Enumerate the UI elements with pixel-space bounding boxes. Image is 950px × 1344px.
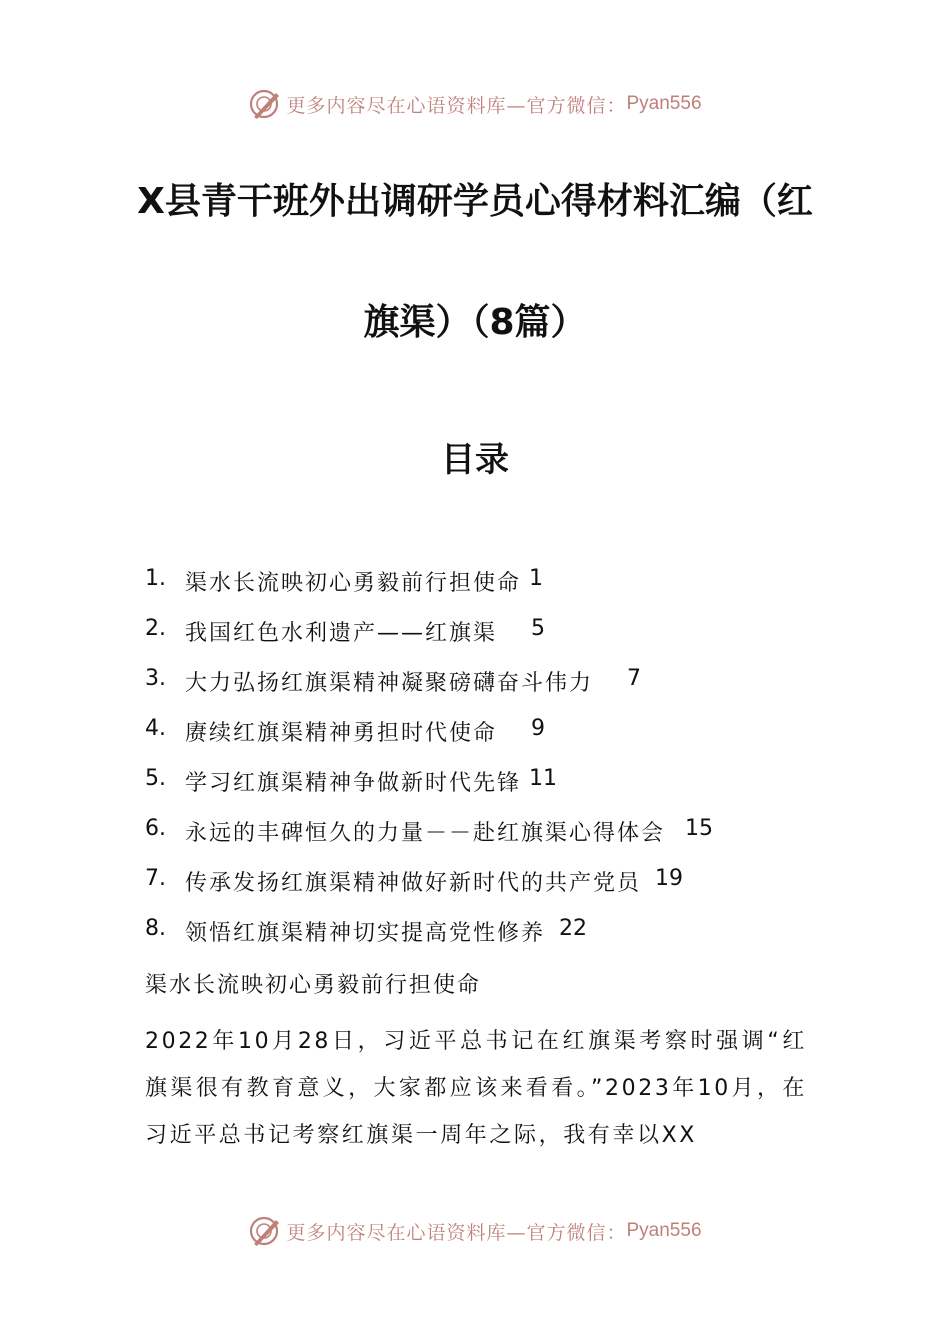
toc-item[interactable] (145, 816, 825, 866)
toc-item-title: 学习红旗渠精神争做新时代先锋 (185, 771, 522, 796)
toc-item[interactable] (145, 666, 825, 716)
toc-item-title: 传承发扬红旗渠精神做好新时代的共产党员 (185, 871, 642, 896)
pen-logo-icon (248, 87, 282, 121)
section-heading: 渠水长流映初心勇毅前行担使命 (145, 973, 482, 998)
toc-item[interactable] (145, 766, 825, 816)
document-title-line2: 旗渠）（8篇） (363, 302, 587, 343)
toc-item[interactable] (145, 566, 825, 616)
toc-item-number: 1. (145, 566, 166, 591)
toc-item[interactable] (145, 716, 825, 766)
toc-item-number: 8. (145, 916, 166, 941)
toc-item-number: 3. (145, 666, 166, 691)
toc-item-number: 6. (145, 816, 166, 841)
toc-item[interactable] (145, 916, 825, 966)
body-paragraph: 2022年10月28日，习近平总书记在红旗渠考察时强调“红旗渠很有教育意义，大家都应该来看看。”2023年10月，在习近平总书记考察红旗渠一周年之际，我有幸以XX (145, 1029, 807, 1148)
toc-item-title: 永远的丰碑恒久的力量－－赴红旗渠心得体会 (185, 821, 666, 846)
watermark-wechat-id: Pyan556 (626, 1220, 702, 1241)
toc-item-page: 22 (559, 916, 588, 941)
watermark-wechat-id: Pyan556 (626, 93, 702, 114)
toc-item-number: 2. (145, 616, 166, 641)
watermark-text: 更多内容尽在心语资料库—官方微信： (286, 1221, 627, 1244)
toc-item-page: 19 (655, 866, 684, 891)
toc-item-title: 渠水长流映初心勇毅前行担使命 (185, 571, 522, 596)
toc-item-number: 7. (145, 866, 166, 891)
pen-logo-icon (248, 1214, 282, 1248)
toc-heading: 目录 (441, 440, 509, 480)
toc-item-number: 4. (145, 716, 166, 741)
watermark-banner-bottom (0, 1211, 950, 1251)
document-title-line1: X县青干班外出调研学员心得材料汇编（红 (137, 181, 813, 222)
toc-item-title: 赓续红旗渠精神勇担时代使命 (185, 721, 498, 746)
toc-item-page: 5 (531, 616, 546, 641)
document-body (145, 968, 807, 1159)
table-of-contents (145, 566, 825, 966)
toc-item-page: 11 (529, 766, 558, 791)
toc-item[interactable] (145, 616, 825, 666)
toc-item[interactable] (145, 866, 825, 916)
toc-item-page: 1 (529, 566, 544, 591)
toc-item-number: 5. (145, 766, 166, 791)
toc-item-page: 7 (627, 666, 642, 691)
toc-item-title: 大力弘扬红旗渠精神凝聚磅礴奋斗伟力 (185, 671, 594, 696)
toc-item-title: 我国红色水利遗产——红旗渠 (185, 621, 498, 646)
watermark-text: 更多内容尽在心语资料库—官方微信： (286, 94, 627, 117)
toc-item-page: 9 (531, 716, 546, 741)
watermark-banner-top (0, 84, 950, 124)
toc-item-title: 领悟红旗渠精神切实提高党性修养 (185, 921, 546, 946)
toc-item-page: 15 (685, 816, 714, 841)
